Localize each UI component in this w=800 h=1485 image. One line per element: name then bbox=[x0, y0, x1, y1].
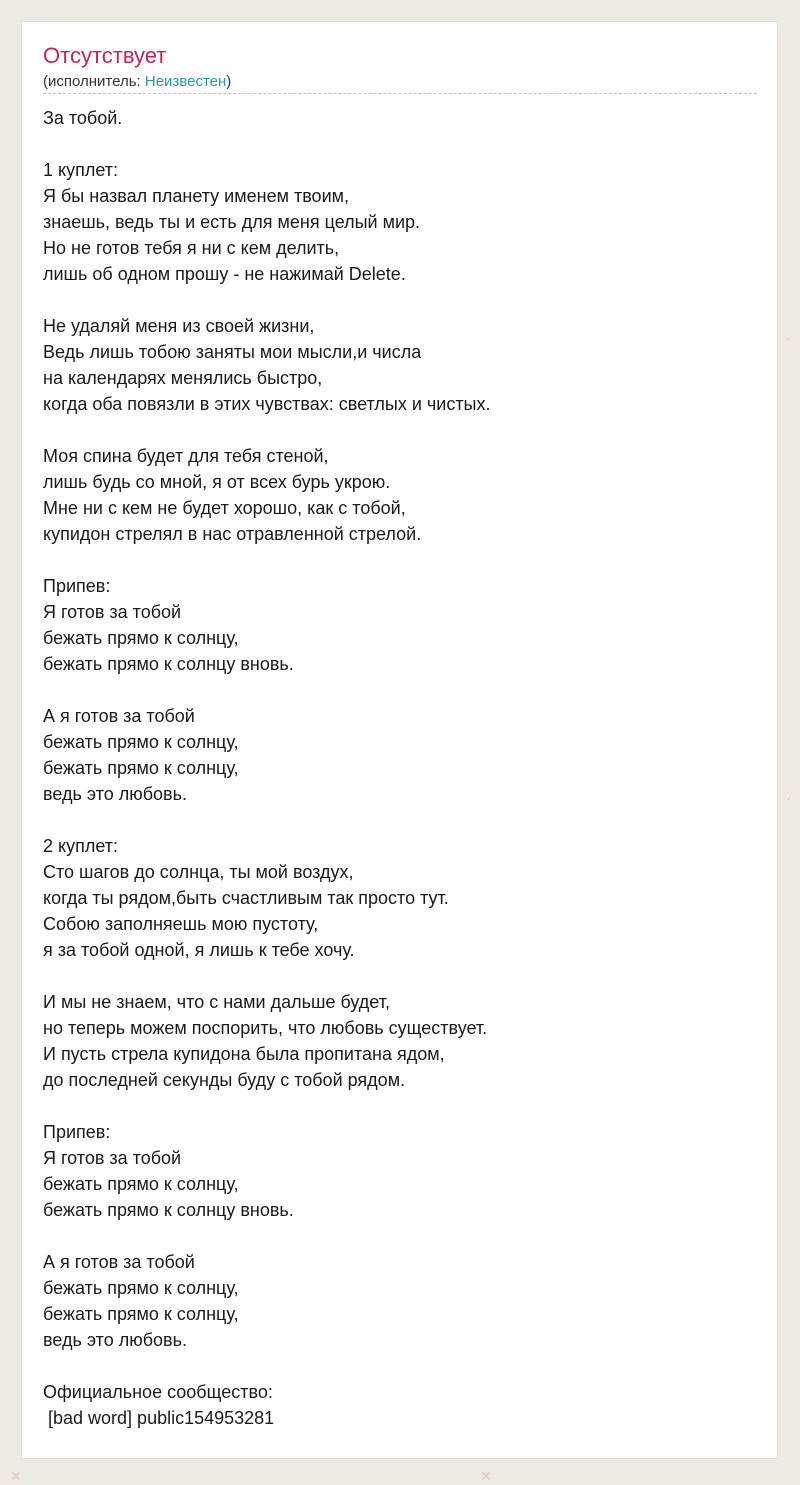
bottom-ornament-icon: ✕ bbox=[480, 1468, 492, 1484]
lyrics-text: За тобой. 1 куплет: Я бы назвал планету именем твоим, знаешь, ведь ты и есть для меня целый мир. Но не готов тебя я ни с кем делить, лишь об одном прошу - не нажимай Delete. Не удаляй меня из своей жизни, Ведь лишь тобою заняты мои мысли,и числа на календарях менялись быстро, когда оба повязли в этих чувствах: светлых и чистых. Моя спина будет для тебя стеной, лишь будь со мной, я от всех бурь укрою. Мне ни с кем не будет хорошо, как с тобой, купидон стрелял в нас отравленной стрелой. Припев: Я готов за тобой бежать прямо к солнцу, бежать прямо к солнцу вновь. А я готов за тобой бежать прямо к солнцу, бежать прямо к солнцу, ведь это любовь. 2 куплет: Сто шагов до солнца, ты мой воздух, когда ты рядом,быть счастливым так просто тут. Собою заполняешь мою пустоту, я за тобой одной, я лишь к тебе хочу. И мы не знаем, что с нами дальше будет, но теперь можем поспорить, что любовь существует. И пусть стрела купидона была пропитана ядом, до последней секунды буду с тобой рядом. Припев: Я готов за тобой бежать прямо к солнцу, бежать прямо к солнцу вновь. А я готов за тобой бежать прямо к солнцу, бежать прямо к солнцу, ведь это любовь. Официальное сообщество: [bad word] public154953281 bbox=[43, 108, 491, 1428]
header-divider bbox=[43, 93, 757, 94]
artist-suffix: ) bbox=[226, 73, 232, 90]
edge-ornament-icon-2: · bbox=[786, 790, 791, 806]
corner-ornament-icon: ✕ bbox=[10, 1468, 22, 1484]
artist-prefix: (исполнитель: bbox=[43, 73, 145, 90]
artist-line bbox=[43, 72, 231, 92]
lyrics-card bbox=[21, 21, 778, 1459]
artist-link[interactable]: Неизвестен bbox=[144, 73, 227, 90]
song-title: Отсутствует bbox=[43, 43, 167, 68]
edge-ornament-icon: · bbox=[786, 330, 791, 346]
